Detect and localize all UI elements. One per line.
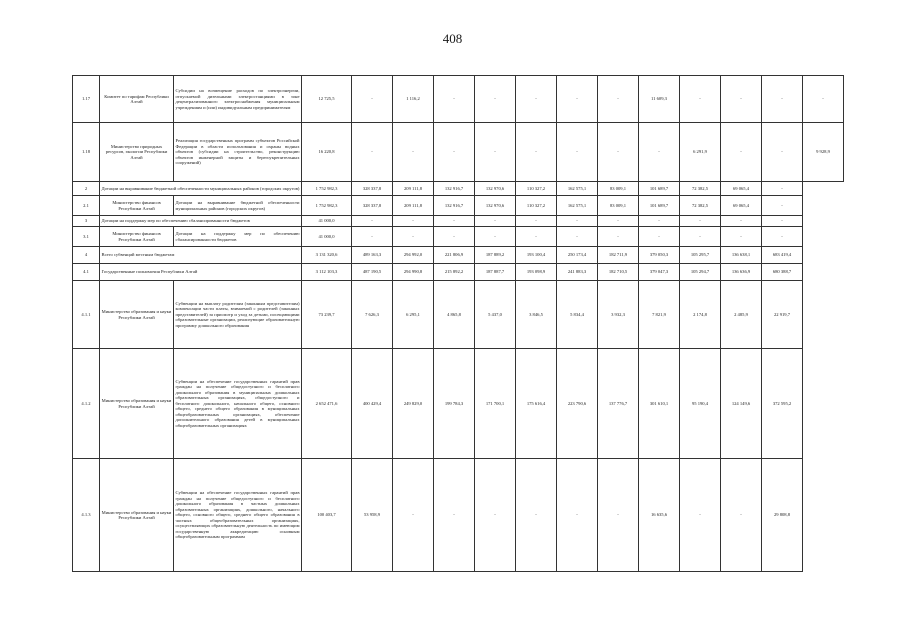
table-row [73, 123, 844, 182]
row-value: - [352, 76, 393, 123]
row-value: - [680, 227, 721, 247]
row-value: 132 970,6 [475, 196, 516, 216]
row-value: - [639, 123, 680, 182]
row-value: 101 689,7 [639, 196, 680, 216]
row-value: 53 958,9 [352, 459, 393, 572]
row-value: 6 291,9 [680, 123, 721, 182]
row-total: 2 652 471,6 [302, 349, 352, 459]
row-value: - [598, 216, 639, 227]
row-number: 3 [73, 216, 100, 227]
row-total: 73 239,7 [302, 281, 352, 349]
row-total: 1 752 982,3 [302, 196, 352, 216]
row-value: - [516, 123, 557, 182]
row-value: 95 190,4 [680, 349, 721, 459]
row-description: Дотации на поддержку мер по обеспечению сбалансированности бюджетов [100, 216, 302, 227]
row-value: 83 009,1 [598, 182, 639, 196]
row-value: - [803, 76, 844, 123]
row-value: - [680, 216, 721, 227]
row-total: 3 112 103,3 [302, 264, 352, 281]
row-description: Субвенции на обеспечение государственных гарантий прав граждан на получение общедоступного и бесплатного дошкольного образования в муниципальных дошкольных образовательных организациях, общедоступного и бесплатного дошкольного, начального общего, основного общего, среднего общего образования в муниципальных общеобразовательных организациях, обеспечение дополнительного образования детей в муниципальных общеобразовательных организациях [174, 349, 302, 459]
row-value: - [721, 227, 762, 247]
row-value: 136 636,9 [721, 264, 762, 281]
row-value: 7 821,9 [639, 281, 680, 349]
row-organization: Министерство образования и науки Республики Алтай [100, 281, 174, 349]
row-value: 175 616,4 [516, 349, 557, 459]
row-value: 132 916,7 [434, 196, 475, 216]
row-value: 199 784,3 [434, 349, 475, 459]
row-value: - [639, 227, 680, 247]
row-value: 4 865,8 [434, 281, 475, 349]
row-organization: Министерство природных ресурсов, экологии Республики Алтай [100, 123, 174, 182]
row-number: 1.18 [73, 123, 100, 182]
row-organization: Комитет по тарифам Республики Алтай [100, 76, 174, 123]
table-row [73, 459, 844, 572]
row-number: 4.1.3 [73, 459, 100, 572]
row-number: 4 [73, 247, 100, 264]
row-total: 41 000,0 [302, 216, 352, 227]
row-total: 100 403,7 [302, 459, 352, 572]
table-row [73, 196, 844, 216]
row-description: Реализация государственных программ субъектов Российской Федерации в области использования и охраны водных объектов (субсидии на строительство, реконструкцию объектов инженерной защиты и берегоукрепительных сооружений) [174, 123, 302, 182]
table-row [73, 349, 844, 459]
row-value: 69 065,4 [721, 196, 762, 216]
row-value: 182 711,9 [598, 247, 639, 264]
row-value: - [516, 459, 557, 572]
table-row [73, 227, 844, 247]
row-value: 69 065,4 [721, 182, 762, 196]
row-value: 5 834,4 [557, 281, 598, 349]
row-value: 221 806,9 [434, 247, 475, 264]
table-row [73, 247, 844, 264]
row-value: 162 575,1 [557, 182, 598, 196]
row-value: 187 889,2 [475, 247, 516, 264]
row-value: 83 009,1 [598, 196, 639, 216]
row-value: 105 294,7 [680, 264, 721, 281]
row-value: - [434, 459, 475, 572]
row-value: 6 295,1 [393, 281, 434, 349]
row-description: Дотации на выравнивание бюджетной обеспеченности муниципальных районов (городских округов) [100, 182, 302, 196]
row-number: 2.1 [73, 196, 100, 216]
budget-table [72, 75, 844, 572]
row-value: 250 173,4 [557, 247, 598, 264]
table-row [73, 76, 844, 123]
row-value: 16 635,6 [639, 459, 680, 572]
row-value: - [721, 76, 762, 123]
row-value: 209 111,8 [393, 182, 434, 196]
row-value: 162 575,1 [557, 196, 598, 216]
row-value: - [721, 216, 762, 227]
table-row [73, 264, 844, 281]
row-description: Субсидии на возмещение расходов по электроэнергии, отпускаемой дизельными электростанциями в зоне децентрализованного электроснабжения муниципальным учреждениям и (или) индивидуальным предпринимателям [174, 76, 302, 123]
row-value: 11 609,3 [639, 76, 680, 123]
row-value: - [434, 76, 475, 123]
row-value: - [393, 123, 434, 182]
row-total: 12 725,5 [302, 76, 352, 123]
row-value: 379 047,3 [639, 264, 680, 281]
row-value: 249 829,0 [393, 349, 434, 459]
row-value: 72 382,5 [680, 182, 721, 196]
row-description: Дотации на поддержку мер по обеспечению сбалансированности бюджетов [174, 227, 302, 247]
row-value: - [475, 123, 516, 182]
row-value: 215 892,2 [434, 264, 475, 281]
row-value: 3 846,5 [516, 281, 557, 349]
row-value: 132 916,7 [434, 182, 475, 196]
row-value: 105 295,7 [680, 247, 721, 264]
row-value: 209 111,8 [393, 196, 434, 216]
row-total: 1 752 982,3 [302, 182, 352, 196]
row-value: - [393, 216, 434, 227]
row-organization: Министерство образования и науки Республики Алтай [100, 349, 174, 459]
row-value: 489 163,3 [352, 247, 393, 264]
row-value: 110 327,2 [516, 196, 557, 216]
row-value: 223 790,6 [557, 349, 598, 459]
row-description: Субвенции на выплату родителям (законным представителям) компенсации части платы, взимаемой с родителей (законных представителей) за присмотр и уход за детьми, посещающими образовательные организации, реализующие образовательную программу дошкольного образования [174, 281, 302, 349]
row-value: - [434, 216, 475, 227]
row-value: - [598, 459, 639, 572]
row-value: 137 776,7 [598, 349, 639, 459]
row-number: 1.17 [73, 76, 100, 123]
row-description: Государственные полномочия Республики Алтай [100, 264, 302, 281]
row-value: - [762, 123, 803, 182]
row-value: - [434, 123, 475, 182]
row-description: Дотации на выравнивание бюджетной обеспеченности муниципальных районов (городских округов) [174, 196, 302, 216]
row-value: - [557, 216, 598, 227]
row-value: - [557, 76, 598, 123]
row-value: 187 887,7 [475, 264, 516, 281]
row-value: 7 626,3 [352, 281, 393, 349]
row-value: 124 149,6 [721, 349, 762, 459]
row-value: - [639, 216, 680, 227]
row-value: - [598, 123, 639, 182]
row-value: 487 190,5 [352, 264, 393, 281]
row-value: 29 808,8 [762, 459, 803, 572]
row-value: 5 437,0 [475, 281, 516, 349]
table-row [73, 281, 844, 349]
row-value: - [475, 76, 516, 123]
row-value: 22 919,7 [762, 281, 803, 349]
row-value: 372 595,2 [762, 349, 803, 459]
row-value: 400 429,4 [352, 349, 393, 459]
row-value: 193 098,9 [516, 264, 557, 281]
row-value: 132 970,6 [475, 182, 516, 196]
row-value: 72 382,5 [680, 196, 721, 216]
table-row [73, 182, 844, 196]
row-value: 328 337,8 [352, 182, 393, 196]
row-number: 2 [73, 182, 100, 196]
row-total: 3 131 320,6 [302, 247, 352, 264]
row-organization: Министерство финансов Республики Алтай [100, 227, 174, 247]
row-value: - [762, 182, 803, 196]
row-number: 4.1 [73, 264, 100, 281]
row-value: 680 388,7 [762, 264, 803, 281]
row-value: 2 174,8 [680, 281, 721, 349]
table-row [73, 216, 844, 227]
row-value: 101 689,7 [639, 182, 680, 196]
row-value: - [721, 123, 762, 182]
row-value: - [557, 227, 598, 247]
row-value: - [393, 227, 434, 247]
row-value: 3 932,3 [598, 281, 639, 349]
row-value: - [516, 227, 557, 247]
row-value: 294 992,0 [393, 247, 434, 264]
row-value: - [475, 459, 516, 572]
page-number: 408 [442, 31, 463, 46]
row-value: - [721, 459, 762, 572]
row-value: 2 485,9 [721, 281, 762, 349]
row-total: 16 220,8 [302, 123, 352, 182]
row-value: 301 610,1 [639, 349, 680, 459]
row-value: 294 990,8 [393, 264, 434, 281]
row-description: Субвенции на обеспечение государственных гарантий прав граждан на получение общедоступного и бесплатного дошкольного образования в частных дошкольных образовательных организациях, дошкольного, начального общего, основного общего, среднего общего образования в частных общеобразовательных организациях, осуществляющих образовательную деятельность по имеющим государственную аккредитацию основным общеобразовательным программам [174, 459, 302, 572]
row-value: - [762, 227, 803, 247]
row-value: 328 337,8 [352, 196, 393, 216]
row-value: - [352, 123, 393, 182]
row-value: 193 100,4 [516, 247, 557, 264]
row-value: - [475, 227, 516, 247]
row-number: 4.1.1 [73, 281, 100, 349]
row-value: 9 928,9 [803, 123, 844, 182]
row-value: 182 710,5 [598, 264, 639, 281]
row-value: - [680, 76, 721, 123]
row-total: 41 000,0 [302, 227, 352, 247]
row-description: Всего субвенций местным бюджетам [100, 247, 302, 264]
row-value: - [516, 76, 557, 123]
row-value: 136 638,1 [721, 247, 762, 264]
row-value: - [352, 227, 393, 247]
row-value: - [475, 216, 516, 227]
row-value: - [598, 76, 639, 123]
row-value: - [516, 216, 557, 227]
row-value: - [557, 123, 598, 182]
row-number: 3.1 [73, 227, 100, 247]
row-value: 1 116,2 [393, 76, 434, 123]
row-value: - [352, 216, 393, 227]
row-value: 171 700,1 [475, 349, 516, 459]
row-value: - [762, 196, 803, 216]
row-value: 241 883,3 [557, 264, 598, 281]
row-organization: Министерство финансов Республики Алтай [100, 196, 174, 216]
row-value: 683 419,4 [762, 247, 803, 264]
row-value: - [434, 227, 475, 247]
row-value: - [393, 459, 434, 572]
row-value: - [680, 459, 721, 572]
row-value: 379 050,3 [639, 247, 680, 264]
row-value: 110 327,2 [516, 182, 557, 196]
row-value: - [557, 459, 598, 572]
row-value: - [762, 216, 803, 227]
row-number: 4.1.2 [73, 349, 100, 459]
row-value: - [762, 76, 803, 123]
row-organization: Министерство образования и науки Республики Алтай [100, 459, 174, 572]
row-value: - [598, 227, 639, 247]
